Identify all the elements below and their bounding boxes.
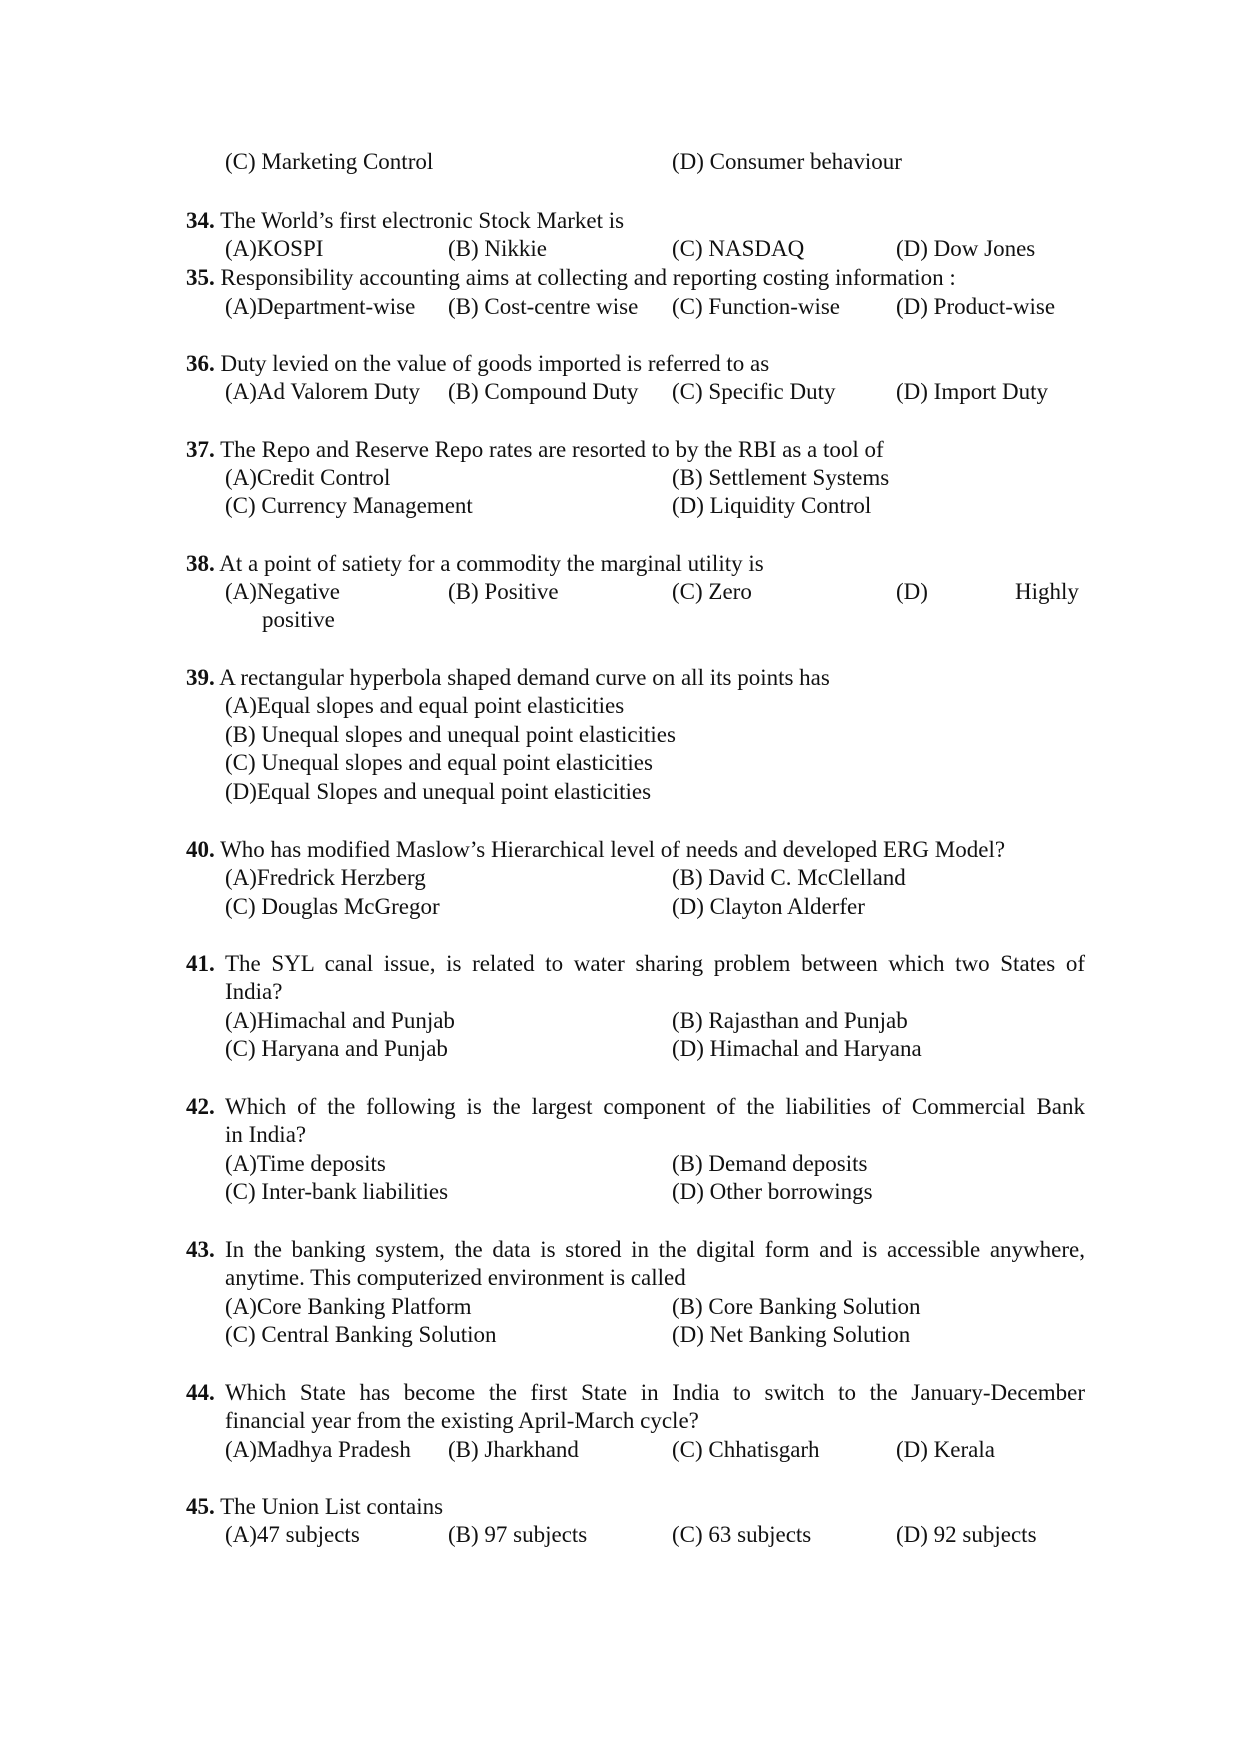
option-a: (A)Fredrick Herzberg [225, 865, 426, 890]
option-d: (D) Kerala [896, 1437, 995, 1462]
question-40 [186, 836, 1005, 864]
option-a: (A)Negative [225, 579, 340, 604]
option-a: (A)Time deposits [225, 1151, 386, 1176]
question-37 [186, 436, 884, 464]
option-c: (C) Zero [672, 579, 752, 604]
option-b: (B) Rajasthan and Punjab [672, 1008, 908, 1033]
option-a: (A)Himachal and Punjab [225, 1008, 455, 1033]
question-number: 35. [186, 265, 215, 290]
option-a: (A)Madhya Pradesh [225, 1437, 411, 1462]
question-42-text-cont: in India? [225, 1122, 307, 1147]
question-42-number [186, 1093, 215, 1121]
option-c: (C) Chhatisgarh [672, 1437, 820, 1462]
option-a: (A)Credit Control [225, 465, 391, 490]
option-b: (B) Positive [448, 579, 559, 604]
option-d: (D) [896, 579, 928, 604]
question-number: 43. [186, 1237, 215, 1262]
option-d: (D) Himachal and Haryana [672, 1036, 922, 1061]
question-41-text: The SYL canal issue, is related to water sharing problem between which two States of [225, 951, 1085, 976]
question-number: 34. [186, 208, 215, 233]
question-number: 41. [186, 951, 215, 976]
question-text: Responsibility accounting aims at collecting and reporting costing information : [220, 265, 956, 290]
question-43-number [186, 1236, 215, 1264]
question-text: Who has modified Maslow’s Hierarchical level of needs and developed ERG Model? [220, 837, 1006, 862]
option-c-q33: (C) Marketing Control [225, 149, 434, 174]
option-d: (D) 92 subjects [896, 1522, 1037, 1547]
question-42-text: Which of the following is the largest component of the liabilities of Commercial Bank [225, 1094, 1085, 1119]
question-41-text-cont: India? [225, 979, 283, 1004]
option-b: (B) Demand deposits [672, 1151, 868, 1176]
option-c: (C) Central Banking Solution [225, 1322, 497, 1347]
option-a: (A)KOSPI [225, 236, 324, 261]
question-number: 42. [186, 1094, 215, 1119]
option-c: (C) Haryana and Punjab [225, 1036, 448, 1061]
question-41-number [186, 950, 215, 978]
option-d: (D) Clayton Alderfer [672, 894, 865, 919]
option-d: (D) Other borrowings [672, 1179, 873, 1204]
option-a: (A)Ad Valorem Duty [225, 379, 421, 404]
question-text: At a point of satiety for a commodity the marginal utility is [219, 551, 764, 576]
option-c: (C) Currency Management [225, 493, 473, 518]
question-44-text: Which State has become the first State in India to switch to the January-December [225, 1380, 1085, 1405]
question-44-text-cont: financial year from the existing April-March cycle? [225, 1408, 699, 1433]
option-d-text-wrap: positive [262, 607, 335, 632]
question-43-text-cont: anytime. This computerized environment is called [225, 1265, 686, 1290]
option-c: (C) Unequal slopes and equal point elasticities [225, 750, 653, 775]
option-c: (C) 63 subjects [672, 1522, 812, 1547]
option-a: (A)Core Banking Platform [225, 1294, 472, 1319]
option-b: (B) David C. McClelland [672, 865, 906, 890]
question-number: 38. [186, 551, 215, 576]
question-39 [186, 664, 830, 692]
option-c: (C) Specific Duty [672, 379, 836, 404]
question-text: The Union List contains [220, 1494, 444, 1519]
question-38 [186, 550, 764, 578]
question-number: 37. [186, 437, 215, 462]
option-b: (B) Core Banking Solution [672, 1294, 921, 1319]
option-c: (C) NASDAQ [672, 236, 805, 261]
option-b: (B) Jharkhand [448, 1437, 579, 1462]
option-b: (B) Compound Duty [448, 379, 639, 404]
question-text: The World’s first electronic Stock Market is [220, 208, 625, 233]
option-d: (D) Net Banking Solution [672, 1322, 911, 1347]
question-number: 39. [186, 665, 215, 690]
option-b: (B) Nikkie [448, 236, 548, 261]
option-d-q33: (D) Consumer behaviour [672, 149, 902, 174]
option-d: (D) Liquidity Control [672, 493, 872, 518]
option-d: (D)Equal Slopes and unequal point elasticities [225, 779, 652, 804]
question-text: Duty levied on the value of goods imported is referred to as [220, 351, 770, 376]
option-c: (C) Function-wise [672, 294, 841, 319]
option-b: (B) Settlement Systems [672, 465, 890, 490]
option-c: (C) Inter-bank liabilities [225, 1179, 449, 1204]
option-a: (A)Department-wise [225, 294, 416, 319]
option-b: (B) 97 subjects [448, 1522, 588, 1547]
question-number: 44. [186, 1380, 215, 1405]
question-number: 40. [186, 837, 215, 862]
question-45 [186, 1493, 443, 1521]
option-c: (C) Douglas McGregor [225, 894, 440, 919]
option-b: (B) Cost-centre wise [448, 294, 639, 319]
question-36 [186, 350, 769, 378]
question-text: A rectangular hyperbola shaped demand curve on all its points has [219, 665, 830, 690]
question-44-number [186, 1379, 215, 1407]
question-35 [186, 264, 956, 292]
question-34 [186, 207, 624, 235]
option-d: (D) Dow Jones [896, 236, 1036, 261]
option-d-text: Highly [1015, 579, 1079, 604]
question-number: 45. [186, 1494, 215, 1519]
option-a: (A)47 subjects [225, 1522, 360, 1547]
option-b: (B) Unequal slopes and unequal point elasticities [225, 722, 676, 747]
question-43-text: In the banking system, the data is stored in the digital form and is accessible anywhere, [225, 1237, 1085, 1262]
option-d: (D) Product-wise [896, 294, 1056, 319]
question-number: 36. [186, 351, 215, 376]
option-d: (D) Import Duty [896, 379, 1049, 404]
option-a: (A)Equal slopes and equal point elasticities [225, 693, 625, 718]
question-text: The Repo and Reserve Repo rates are resorted to by the RBI as a tool of [220, 437, 884, 462]
